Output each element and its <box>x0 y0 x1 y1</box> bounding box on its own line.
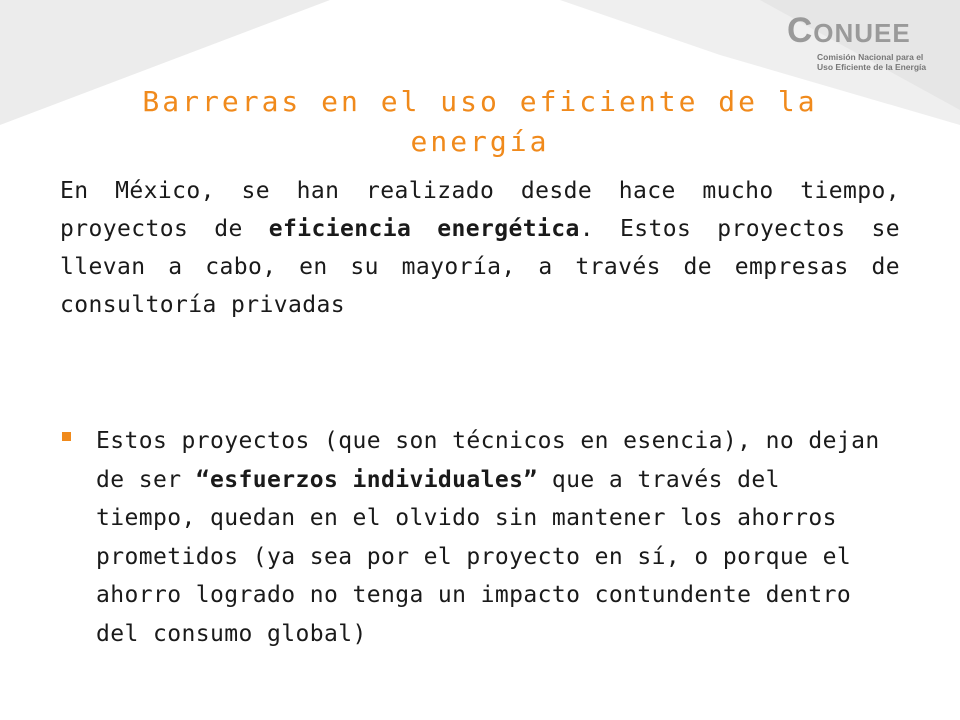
bullet-bold-text: “esfuerzos individuales” <box>195 466 538 493</box>
paragraph-text-1: En México, se han realizado desde hace mucho tiempo, proyectos de <box>60 178 900 242</box>
bullet-text-1: Estos proyectos (que son técnicos en esencia), no dejan de ser <box>96 428 880 493</box>
logo-subtitle-line-1: Comisión Nacional para el <box>817 52 924 62</box>
slide-title: Barreras en el uso eficiente de la energía <box>142 85 818 158</box>
bullet-text <box>96 422 880 653</box>
bullet-item <box>60 422 880 653</box>
conuee-logo <box>787 12 942 72</box>
logo-wordmark: CONUEE <box>787 11 911 50</box>
bullet-square-icon <box>62 432 71 441</box>
intro-paragraph <box>60 172 900 324</box>
logo-subtitle-line-2: Uso Eficiente de la Energía <box>817 62 927 72</box>
bullet-text-2: que a través del tiempo, quedan en el olvido sin mantener los ahorros prometidos (ya sea por el proyecto en sí, o porque el ahorro logrado no tenga un impacto contundente dentro del consumo global) <box>96 466 852 647</box>
paragraph-bold-text: eficiencia energética <box>268 216 580 242</box>
paragraph-text-2: . Estos proyectos se llevan a cabo, en su mayoría, a través de empresas de consultoría privadas <box>60 216 900 318</box>
